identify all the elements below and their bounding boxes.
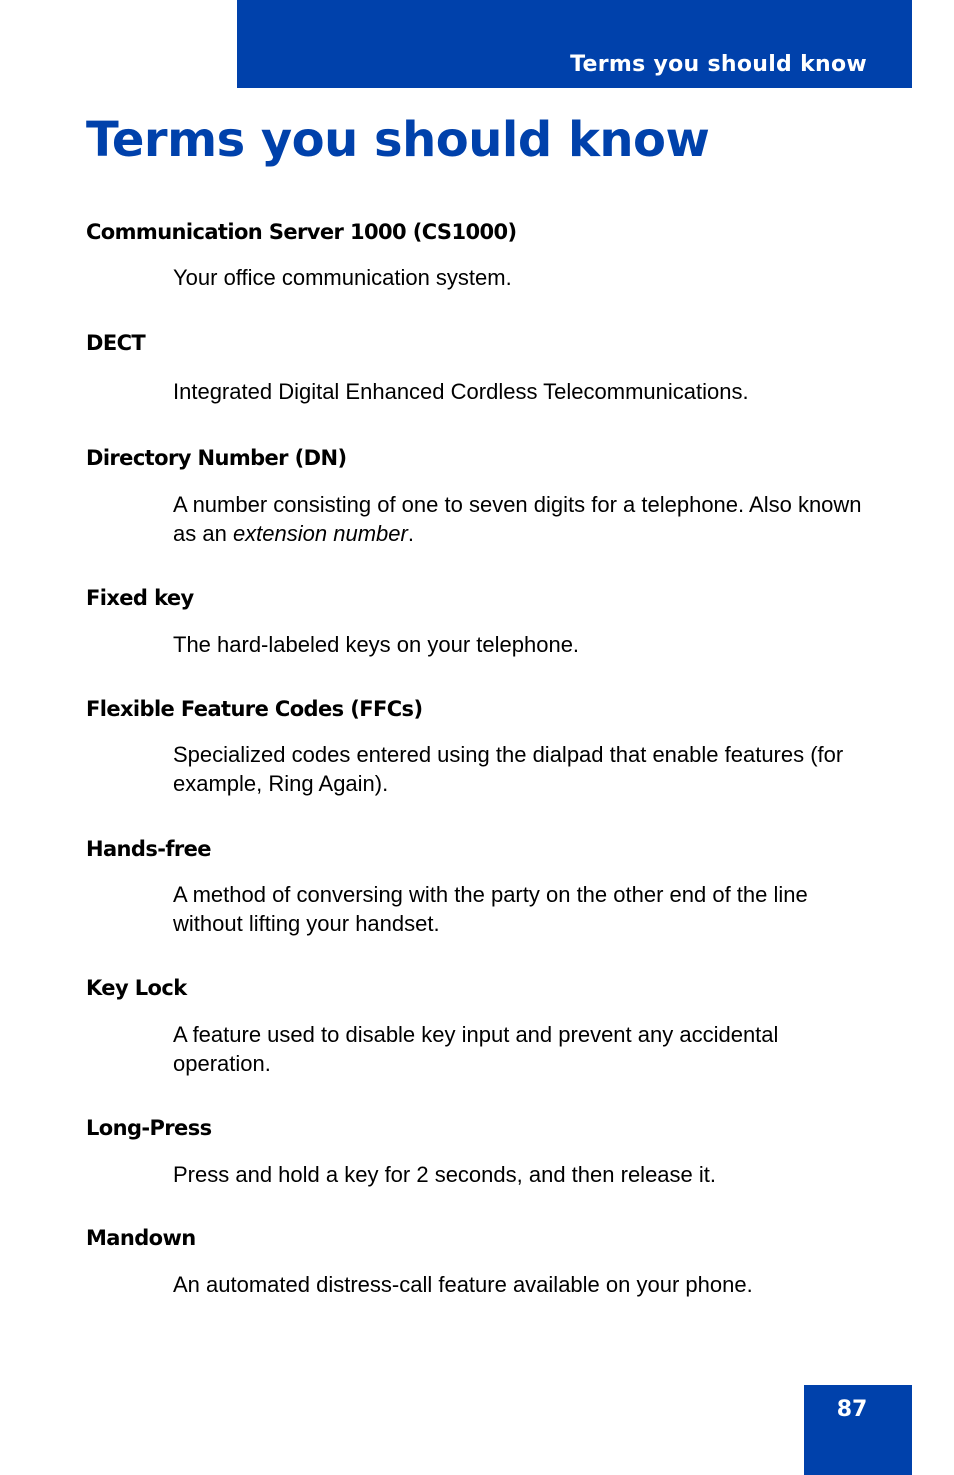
term-definition: Your office communication system. (173, 265, 512, 290)
term-heading: Hands-free (86, 837, 211, 861)
term-definition: A feature used to disable key input and prevent any accidental operation. (173, 1022, 779, 1076)
page-number-box (804, 1385, 912, 1475)
term-heading: Key Lock (86, 976, 187, 1000)
term-definition: Specialized codes entered using the dialpad that enable features (for example, Ring Again). (173, 742, 844, 796)
definition-text: A number consisting of one to seven digits for a telephone. Also known as an (173, 492, 862, 546)
term-heading: Communication Server 1000 (CS1000) (86, 220, 517, 244)
term-definition: A method of conversing with the party on the other end of the line without lifting your handset. (173, 882, 808, 936)
term-heading: Long-Press (86, 1116, 212, 1140)
term-heading: DECT (86, 331, 146, 355)
term-heading: Flexible Feature Codes (FFCs) (86, 697, 423, 721)
definition-end-text: . (407, 521, 414, 546)
running-head: Terms you should know (570, 52, 867, 77)
page-title: Terms you should know (86, 112, 710, 168)
term-heading: Directory Number (DN) (86, 446, 347, 470)
term-definition: The hard-labeled keys on your telephone. (173, 632, 580, 657)
term-definition: Press and hold a key for 2 seconds, and then release it. (173, 1162, 716, 1187)
term-definition: An automated distress-call feature available on your phone. (173, 1272, 753, 1297)
term-definition (173, 490, 873, 548)
header-bar (237, 0, 912, 88)
term-heading: Fixed key (86, 586, 194, 610)
term-heading: Mandown (86, 1226, 196, 1250)
definition-italic-text: extension number (232, 521, 408, 546)
term-definition: Integrated Digital Enhanced Cordless Telecommunications. (173, 379, 749, 404)
page-number: 87 (836, 1397, 868, 1422)
